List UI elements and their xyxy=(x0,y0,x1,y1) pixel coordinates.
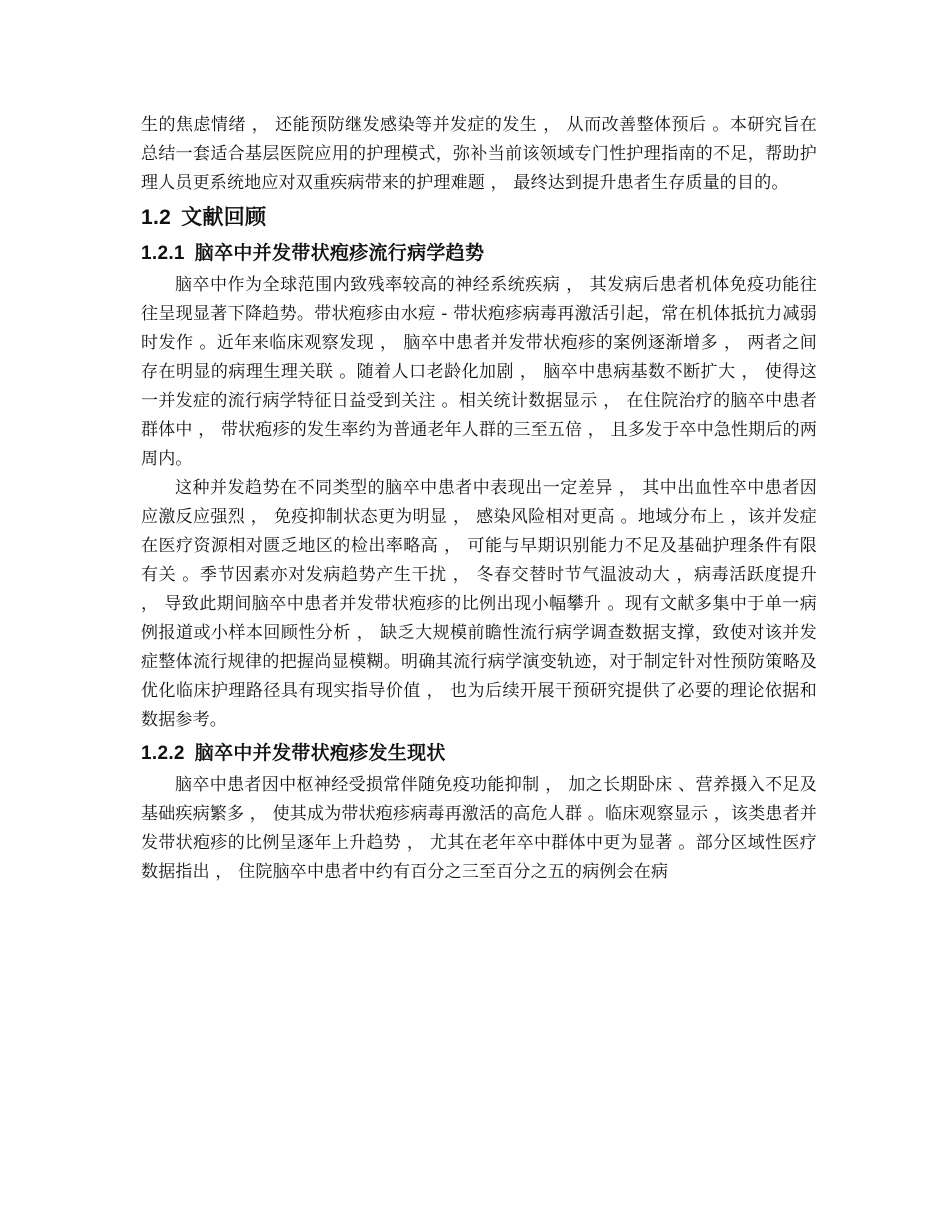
section-number: 1.2 xyxy=(141,206,172,229)
intro-paragraph: 生的焦虑情绪 ， 还能预防继发感染等并发症的发生 ， 从而改善整体预后 。本研究旨在总结一套适合基层医院应用的护理模式，弥补当前该领域专门性护理指南的不足，帮助护理人员更系统地应对双重疾病带来的护理难题 ， 最终达到提升患者生存质量的目的。 xyxy=(141,115,817,193)
body-paragraph: 脑卒中患者因中枢神经受损常伴随免疫功能抑制 ， 加之长期卧床 、营养摄入不足及基础疾病繁多 ， 使其成为带状疱疹病毒再激活的高危人群 。临床观察显示 ，该类患者并发带状疱疹的比例呈逐年上升趋势 ， 尤其在老年卒中群体中更为显著 。部分区域性医疗数据指出 ， 住院脑卒中患者中约有百分之三至百分之五的病例会在病 xyxy=(141,775,818,882)
section-number: 1.2.2 xyxy=(141,743,185,764)
section-heading-1-2 xyxy=(141,200,817,235)
page-body xyxy=(141,111,817,887)
section-heading-1-2-1 xyxy=(141,237,817,270)
section-title: 文献回顾 xyxy=(181,205,267,229)
section-heading-1-2-2 xyxy=(141,737,817,770)
section-title: 脑卒中并发带状疱疹流行病学趋势 xyxy=(194,242,485,264)
body-paragraph: 这种并发趋势在不同类型的脑卒中患者中表现出一定差异 ， 其中出血性卒中患者因应激反应强烈 ， 免疫抑制状态更为明显 ， 感染风险相对更高 。地域分布上 ，该并发症在医疗资源相对匮乏地区的检出率略高 ， 可能与早期识别能力不足及基础护理条件有限有关 。季节因素亦对发病趋势产生干扰 ， 冬春交替时节气温波动大 ，病毒活跃度提升 ， 导致此期间脑卒中患者并发带状疱疹的比例出现小幅攀升 。现有文献多集中于单一病例报道或小样本回顾性分析 ， 缺乏大规模前瞻性流行病学调查数据支撑，致使对该并发症整体流行规律的把握尚显模糊。明确其流行病学演变轨迹，对于制定针对性预防策略及优化临床护理路径具有现实指导价值 ， 也为后续开展干预研究提供了必要的理论依据和数据参考。 xyxy=(141,478,817,730)
section-title: 脑卒中并发带状疱疹发生现状 xyxy=(194,742,446,764)
section-number: 1.2.1 xyxy=(141,243,185,264)
body-paragraph: 脑卒中作为全球范围内致残率较高的神经系统疾病 ， 其发病后患者机体免疫功能往往呈现显著下降趋势。带状疱疹由水痘 - 带状疱疹病毒再激活引起，常在机体抵抗力减弱时发作 。近年来临床观察发现 ， 脑卒中患者并发带状疱疹的案例逐渐增多 ， 两者之间存在明显的病理生理关联 。随着人口老龄化加剧 ， 脑卒中患病基数不断扩大 ， 使得这一并发症的流行病学特征日益受到关注 。相关统计数据显示 ， 在住院治疗的脑卒中患者群体中 ， 带状疱疹的发生率约为普通老年人群的三至五倍 ， 且多发于卒中急性期后的两周内。 xyxy=(141,275,818,469)
